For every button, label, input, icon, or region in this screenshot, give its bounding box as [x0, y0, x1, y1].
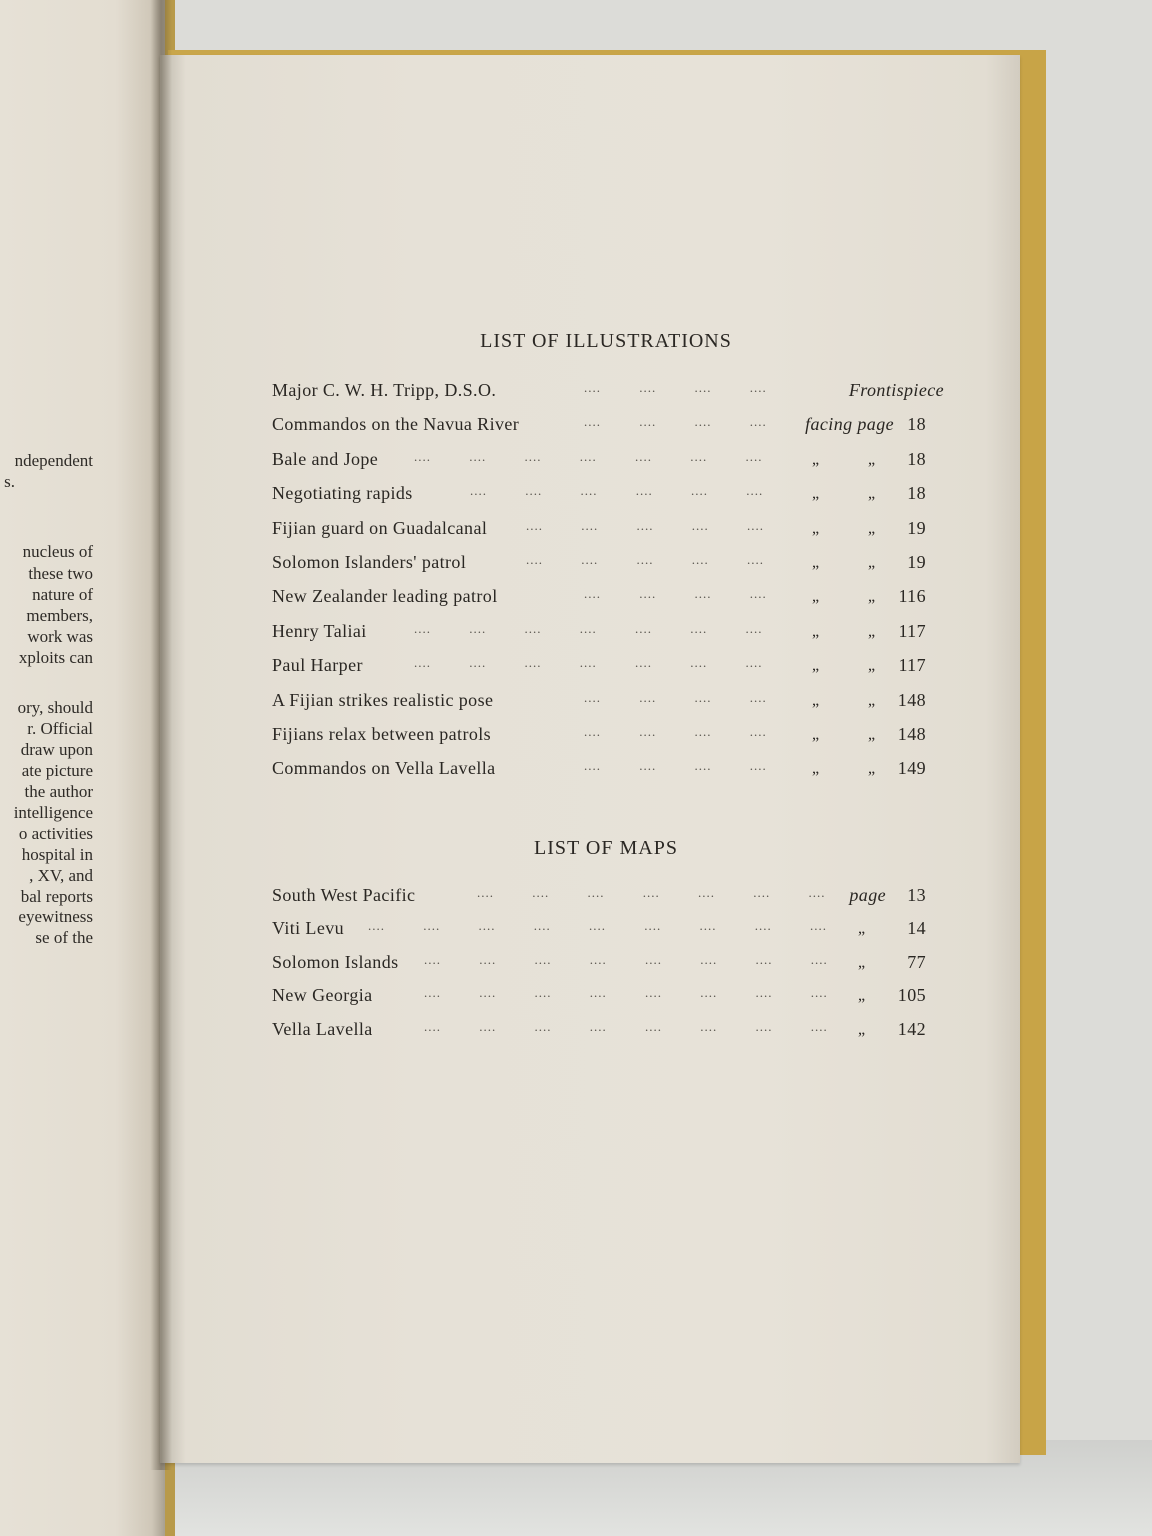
left-line: intelligence — [13, 803, 93, 822]
toc-entry — [272, 885, 944, 911]
toc-entry — [272, 655, 944, 681]
leader-dots: .... .... .... .... — [584, 724, 767, 739]
illustrations-heading: LIST OF ILLUSTRATIONS — [480, 330, 732, 352]
toc-entry — [272, 380, 944, 406]
entry-page-number: 105 — [897, 985, 926, 1006]
ditto-mark: „ — [812, 588, 820, 606]
left-line: s. — [4, 472, 15, 491]
entry-page-number: 142 — [897, 1018, 926, 1039]
left-line: the author — [24, 782, 93, 801]
left-line: eyewitness — [18, 907, 93, 926]
leader-dots: .... .... .... .... .... .... .... — [414, 655, 763, 671]
leader-dots: .... .... .... .... .... .... .... .... — [424, 951, 828, 967]
entry-title: Negotiating rapids — [272, 483, 413, 504]
entry-page-number: 18 — [907, 448, 926, 469]
leader-dots: .... .... .... .... .... .... .... .... — [424, 985, 828, 1001]
ditto-mark: „ — [812, 760, 820, 778]
left-line: se of the — [35, 928, 93, 947]
left-page — [0, 0, 165, 1536]
ditto-mark: „ — [812, 657, 820, 675]
toc-entry — [272, 724, 944, 750]
entry-page-number: 116 — [898, 586, 926, 607]
entry-reference: facing page — [805, 414, 894, 435]
leader-dots: .... .... .... .... .... .... — [470, 483, 764, 499]
entry-page-number: 117 — [898, 655, 926, 676]
entry-page-number: 18 — [907, 414, 926, 435]
leader-dots: .... .... .... .... — [584, 414, 767, 430]
left-line: ndependent — [14, 451, 93, 470]
ditto-mark: „ — [868, 691, 876, 709]
ditto-mark: „ — [812, 554, 820, 571]
leader-dots: .... .... .... .... — [584, 380, 767, 395]
ditto-mark: „ — [812, 691, 820, 709]
leader-dots: .... .... .... .... .... .... .... — [414, 620, 763, 636]
left-line: hospital in — [21, 845, 93, 864]
gutter-shadow — [150, 0, 172, 1470]
toc-entry — [272, 985, 944, 1011]
entry-reference: page — [849, 885, 886, 905]
left-line: nucleus of — [22, 542, 93, 561]
toc-entry — [272, 621, 944, 647]
entry-title: New Georgia — [272, 985, 373, 1006]
entry-page-number: 18 — [907, 483, 926, 504]
toc-entry — [272, 952, 944, 978]
toc-entry — [272, 518, 944, 544]
ditto-mark: „ — [812, 519, 820, 537]
leader-dots: .... .... .... .... .... — [526, 517, 764, 533]
left-line: xploits can — [18, 648, 93, 667]
leader-dots: .... .... .... .... .... .... .... — [414, 448, 763, 464]
leader-dots: .... .... .... .... .... .... .... — [477, 885, 826, 900]
left-line: , XV, and — [29, 866, 93, 885]
ditto-mark: „ — [812, 726, 820, 743]
ditto-mark: „ — [868, 588, 876, 606]
left-line: ory, should — [17, 698, 93, 717]
left-line: work was — [27, 627, 93, 646]
leader-dots: .... .... .... .... .... — [526, 552, 764, 567]
entry-title: Commandos on Vella Lavella — [272, 758, 496, 779]
entry-title: Viti Levu — [272, 918, 345, 939]
ditto-mark: „ — [868, 726, 876, 743]
entry-page-number: 19 — [907, 517, 926, 538]
toc-entry — [272, 552, 944, 578]
entry-title: Vella Lavella — [272, 1018, 373, 1039]
ditto-mark: „ — [868, 554, 876, 571]
left-line: draw upon — [20, 740, 93, 759]
entry-title: New Zealander leading patrol — [272, 586, 498, 607]
toc-entry — [272, 918, 944, 944]
entry-page-number: 148 — [897, 724, 926, 744]
ditto-mark: „ — [868, 760, 876, 778]
toc-entry — [272, 1019, 944, 1045]
toc-entry — [272, 758, 944, 784]
left-line: bal reports — [20, 887, 93, 906]
left-line: nature of — [32, 585, 93, 604]
leader-dots: .... .... .... .... .... .... .... .... .... — [368, 918, 827, 934]
ditto-mark: „ — [868, 450, 876, 468]
entry-reference: Frontispiece — [848, 380, 944, 400]
left-line: these two — [28, 564, 93, 583]
leader-dots: .... .... .... .... — [584, 689, 767, 705]
entry-title: Henry Taliai — [272, 620, 367, 641]
entry-page-number: 19 — [907, 552, 926, 572]
toc-entry — [272, 483, 944, 509]
entry-page-number: 13 — [907, 885, 926, 905]
left-line: r. Official — [27, 719, 93, 738]
leader-dots: .... .... .... .... .... .... .... .... — [424, 1018, 828, 1034]
toc-entry — [272, 414, 944, 440]
entry-page-number: 148 — [897, 689, 926, 710]
entry-title: Commandos on the Navua River — [272, 414, 520, 435]
entry-title: A Fijian strikes realistic pose — [272, 689, 494, 710]
entry-title: Solomon Islands — [272, 951, 399, 972]
ditto-mark: „ — [812, 622, 820, 640]
ditto-mark: „ — [858, 1020, 866, 1038]
ditto-mark: „ — [868, 622, 876, 640]
entry-page-number: 117 — [898, 620, 926, 641]
ditto-mark: „ — [868, 519, 876, 537]
entry-page-number: 149 — [897, 758, 926, 779]
left-line: o activities — [18, 824, 93, 843]
toc-entry — [272, 690, 944, 716]
entry-page-number: 77 — [907, 951, 926, 972]
entry-page-number: 14 — [907, 918, 926, 939]
ditto-mark: „ — [858, 953, 866, 971]
entry-title: South West Pacific — [272, 885, 416, 905]
ditto-mark: „ — [868, 485, 876, 503]
left-line: members, — [26, 606, 93, 625]
toc-entry — [272, 586, 944, 612]
ditto-mark: „ — [812, 485, 820, 503]
left-line: ate picture — [21, 761, 93, 780]
entry-title: Fijian guard on Guadalcanal — [272, 517, 488, 538]
ditto-mark: „ — [868, 657, 876, 675]
entry-title: Major C. W. H. Tripp, D.S.O. — [272, 380, 497, 400]
maps-heading: LIST OF MAPS — [534, 837, 678, 859]
entry-title: Solomon Islanders' patrol — [272, 552, 467, 572]
entry-title: Fijians relax between patrols — [272, 724, 492, 744]
entry-title: Paul Harper — [272, 655, 363, 676]
entry-title: Bale and Jope — [272, 448, 379, 469]
ditto-mark: „ — [812, 450, 820, 468]
ditto-mark: „ — [858, 987, 866, 1005]
toc-entry — [272, 449, 944, 475]
ditto-mark: „ — [858, 920, 866, 938]
leader-dots: .... .... .... .... — [584, 758, 767, 774]
leader-dots: .... .... .... .... — [584, 586, 767, 602]
